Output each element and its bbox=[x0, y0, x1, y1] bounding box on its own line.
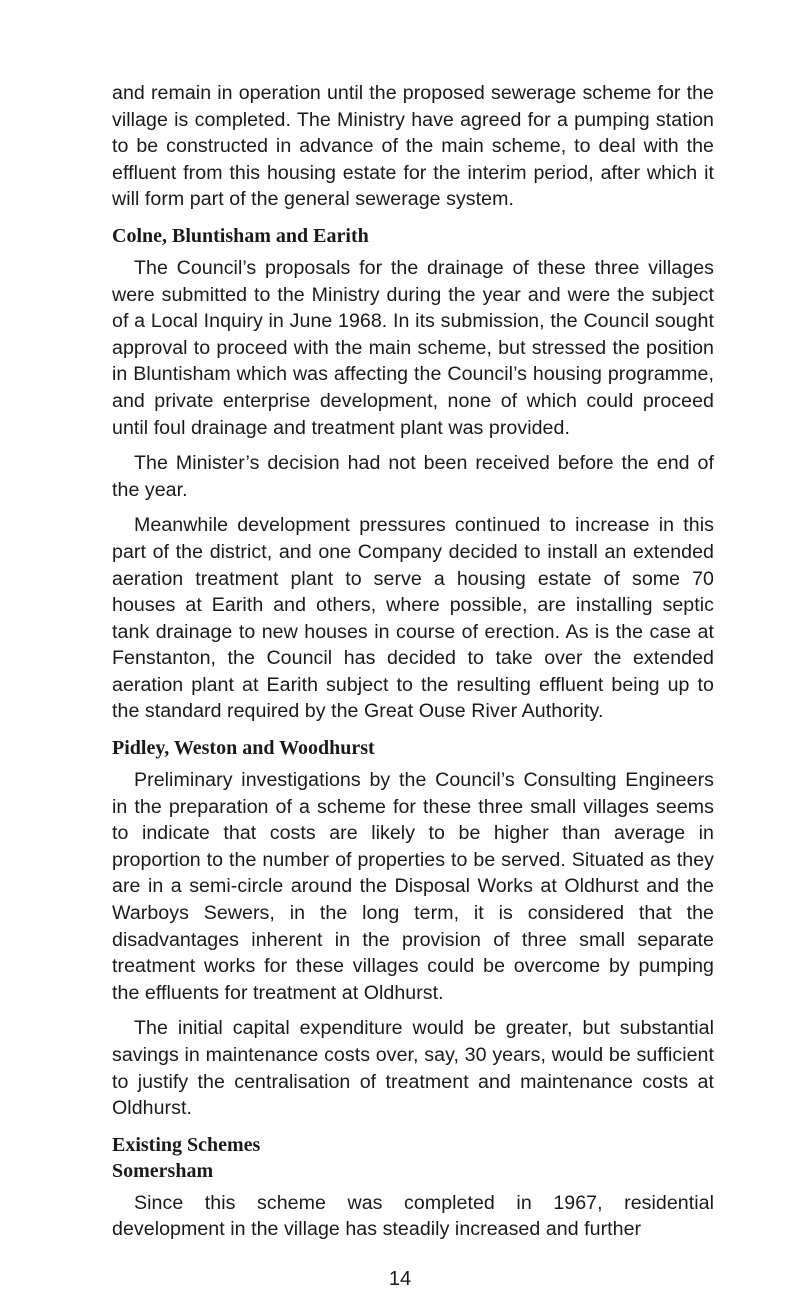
subsection-heading-somersham: Somersham bbox=[112, 1159, 214, 1182]
section-heading-pidley-weston-woodhurst: Pidley, Weston and Woodhurst bbox=[112, 737, 375, 760]
paragraph-council-proposals: The Council’s proposals for the drainage of these three villages were submitted to the Ministry during the year and were the subject of a Local Inquiry in June 1968. In its submission, the Council sought approval to proceed with the main scheme, but stressed the position in Bluntisham which was affecting the Council’s housing programme, and private enterprise development, none of which could proceed until foul drainage and treatment plant was provided. bbox=[112, 256, 714, 439]
document-page bbox=[112, 80, 714, 1243]
section-heading-colne-bluntisham-earith: Colne, Bluntisham and Earith bbox=[112, 224, 369, 247]
paragraph-minister-decision: The Minister’s decision had not been received before the end of the year. bbox=[112, 452, 714, 501]
paragraph-capital-expenditure: The initial capital expenditure would be greater, but substantial savings in maintenance costs over, say, 30 years, would be sufficient to justify the centralisation of treatment and maintenance costs at Oldhurst. bbox=[112, 1017, 714, 1120]
paragraph-development-pressures: Meanwhile development pressures continued to increase in this part of the district, and one Company decided to install an extended aeration treatment plant to serve a housing estate of some 70 houses at Earith and others, where possible, are installing septic tank drainage to new houses in course of erection. As is the case at Fenstanton, the Council has decided to take over the extended aeration plant at Earith subject to the resulting effluent being up to the standard required by the Great Ouse River Authority. bbox=[112, 514, 714, 723]
paragraph-pumping-station: and remain in operation until the proposed sewerage scheme for the village is completed. The Ministry have agreed for a pumping station to be constructed in advance of the main scheme, to deal with the effluent from this housing estate for the interim period, after which it will form part of the general sewerage system. bbox=[112, 82, 714, 211]
paragraph-somersham-scheme: Since this scheme was completed in 1967, residential development in the village has steadily increased and further bbox=[112, 1191, 714, 1241]
section-heading-existing-schemes: Existing Schemes bbox=[112, 1133, 261, 1156]
paragraph-preliminary-investigations: Preliminary investigations by the Council’s Consulting Engineers in the preparation of a scheme for these three small villages seems to indicate that costs are likely to be higher than average in proportion to the number of properties to be served. Situated as they are in a semi-circle around the Disposal Works at Oldhurst and the Warboys Sewers, in the long term, it is considered that the disadvantages inherent in the provision of three small separate treatment works for these villages could be overcome by pumping the effluents for treatment at Oldhurst. bbox=[112, 769, 714, 1004]
page-number: 14 bbox=[388, 1268, 412, 1290]
